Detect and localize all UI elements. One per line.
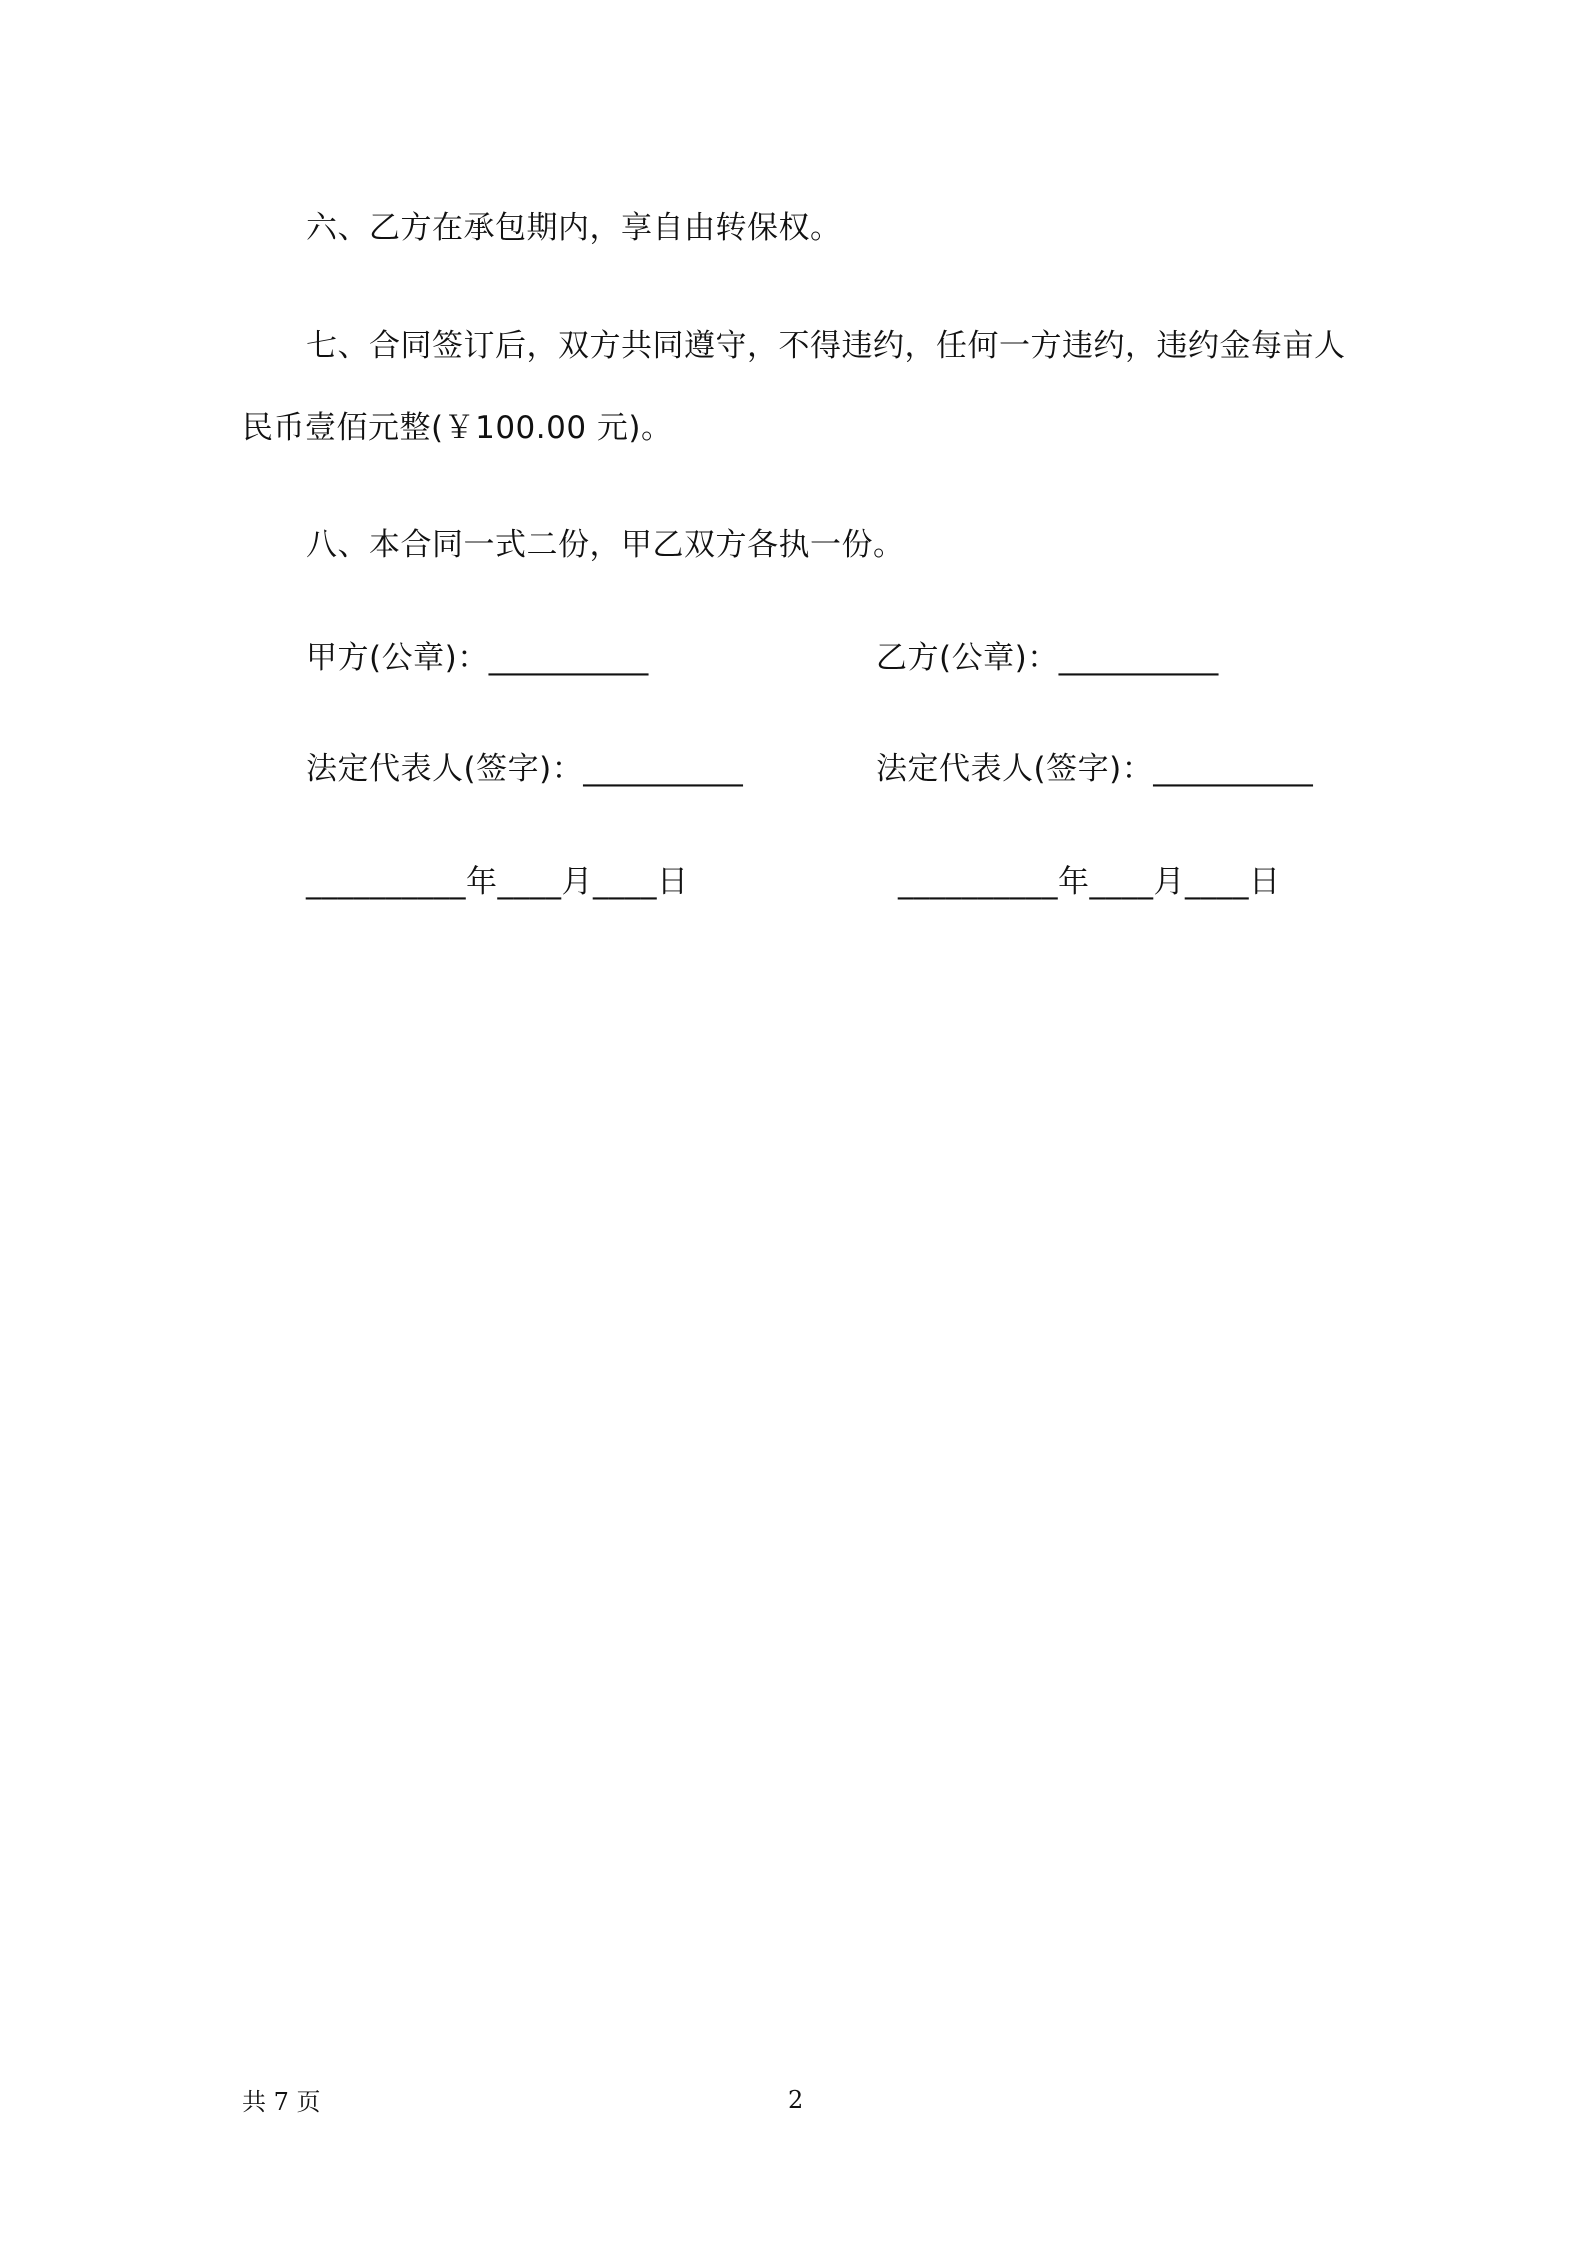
clause-7-line-1: 七、合同签订后，双方共同遵守，不得违约，任何一方违约，违约金每亩人 bbox=[306, 328, 1346, 364]
party-b-seal: 乙方(公章)：__________ bbox=[876, 640, 1219, 676]
party-b-representative: 法定代表人(签字)：__________ bbox=[876, 751, 1314, 787]
party-a-seal: 甲方(公章)：__________ bbox=[306, 640, 649, 676]
party-a-representative: 法定代表人(签字)：__________ bbox=[306, 751, 744, 787]
clause-8: 八、本合同一式二份，甲乙双方各执一份。 bbox=[306, 527, 905, 563]
footer-total-pages: 共 7 页 bbox=[242, 2088, 321, 2116]
party-b-date: __________年____月____日 bbox=[898, 864, 1281, 900]
party-a-date: __________年____月____日 bbox=[306, 864, 689, 900]
footer-page-number: 2 bbox=[788, 2086, 804, 2114]
clause-6: 六、乙方在承包期内，享自由转保权。 bbox=[306, 210, 842, 246]
clause-7-line-2: 民币壹佰元整(￥100.00 元)。 bbox=[242, 410, 673, 446]
